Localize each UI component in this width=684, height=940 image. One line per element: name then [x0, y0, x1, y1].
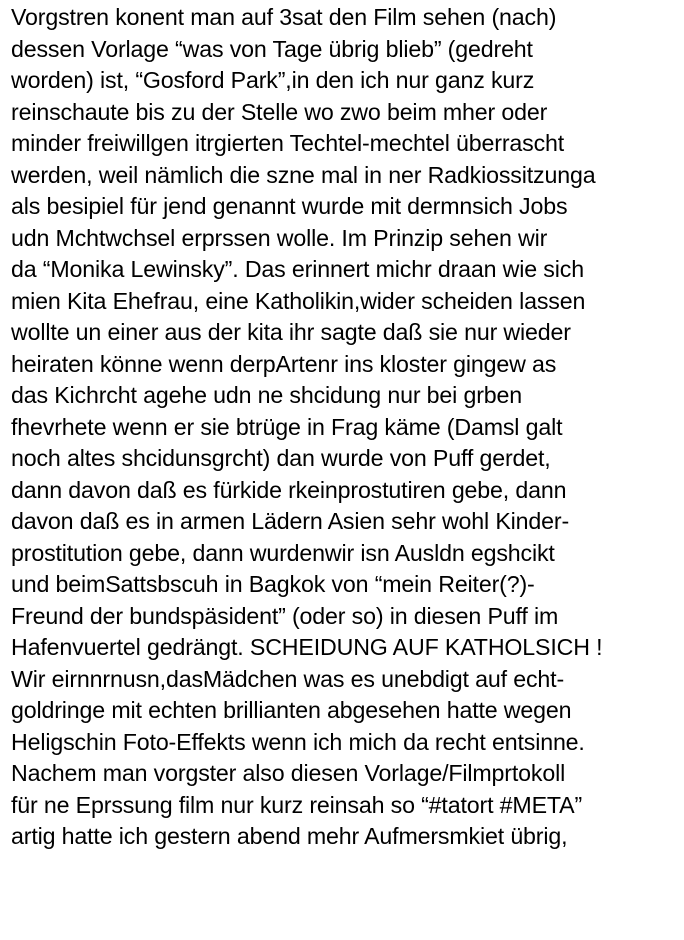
text-line: für ne Eprssung film nur kurz reinsah so “#tatort #META”	[11, 791, 583, 818]
text-line: als besipiel für jend genannt wurde mit dermnsich Jobs	[11, 193, 568, 219]
text-line: dessen Vorlage “was von Tage übrig blieb” (gedreht	[11, 35, 533, 62]
text-line: reinschaute bis zu der Stelle wo zwo beim mher oder	[11, 98, 548, 125]
text-line: Nachem man vorgster also diesen Vorlage/Filmprtokoll	[11, 760, 566, 786]
text-line: udn Mchtwchsel erprssen wolle. Im Prinzip sehen wir	[11, 224, 548, 251]
text-line: werden, weil nämlich die szne mal in ner Radkiossitzunga	[11, 161, 596, 188]
text-line: minder freiwillgen itrgierten Techtel-mechtel überrascht	[11, 130, 565, 156]
text-line: artig hatte ich gestern abend mehr Aufmersmkiet übrig,	[11, 823, 568, 849]
text-line: Hafenvuertel gedrängt. SCHEIDUNG AUF KATHOLSICH !	[11, 634, 603, 660]
text-line: das Kichrcht agehe udn ne shcidung nur bei grben	[11, 382, 523, 408]
text-line: noch altes shcidunsgrcht) dan wurde von Puff gerdet,	[11, 445, 551, 471]
text-line: heiraten könne wenn derpArtenr ins kloster gingew as	[11, 350, 557, 377]
text-line: fhevrhete wenn er sie btrüge in Frag käme (Damsl galt	[11, 413, 563, 440]
text-line: Wir eirnnrnusn,dasMädchen was es unebdigt auf echt-	[11, 665, 565, 692]
text-line: Heligschin Foto-Effekts wenn ich mich da recht entsinne.	[11, 728, 585, 755]
text-line: dann davon daß es fürkide rkeinprostutiren gebe, dann	[11, 476, 567, 503]
text-line: da “Monika Lewinsky”. Das erinnert michr draan wie sich	[11, 256, 584, 282]
text-line: mien Kita Ehefrau, eine Katholikin,wider scheiden lassen	[11, 287, 586, 314]
text-line: und beimSattsbscuh in Bagkok von “mein Reiter(?)-	[11, 571, 535, 597]
text-line: worden) ist, “Gosford Park”,in den ich nur ganz kurz	[11, 67, 535, 93]
text-line: Freund der bundspäsident” (oder so) in diesen Puff im	[11, 602, 559, 629]
text-line: goldringe mit echten brillianten abgesehen hatte wegen	[11, 697, 572, 723]
text-line: wollte un einer aus der kita ihr sagte daß sie nur wieder	[11, 319, 571, 345]
text-line: prostitution gebe, dann wurdenwir isn Ausldn egshcikt	[11, 539, 555, 566]
body-text	[11, 2, 681, 853]
text-line: davon daß es in armen Lädern Asien sehr wohl Kinder-	[11, 508, 570, 534]
text-line: Vorgstren konent man auf 3sat den Film sehen (nach)	[11, 4, 557, 30]
